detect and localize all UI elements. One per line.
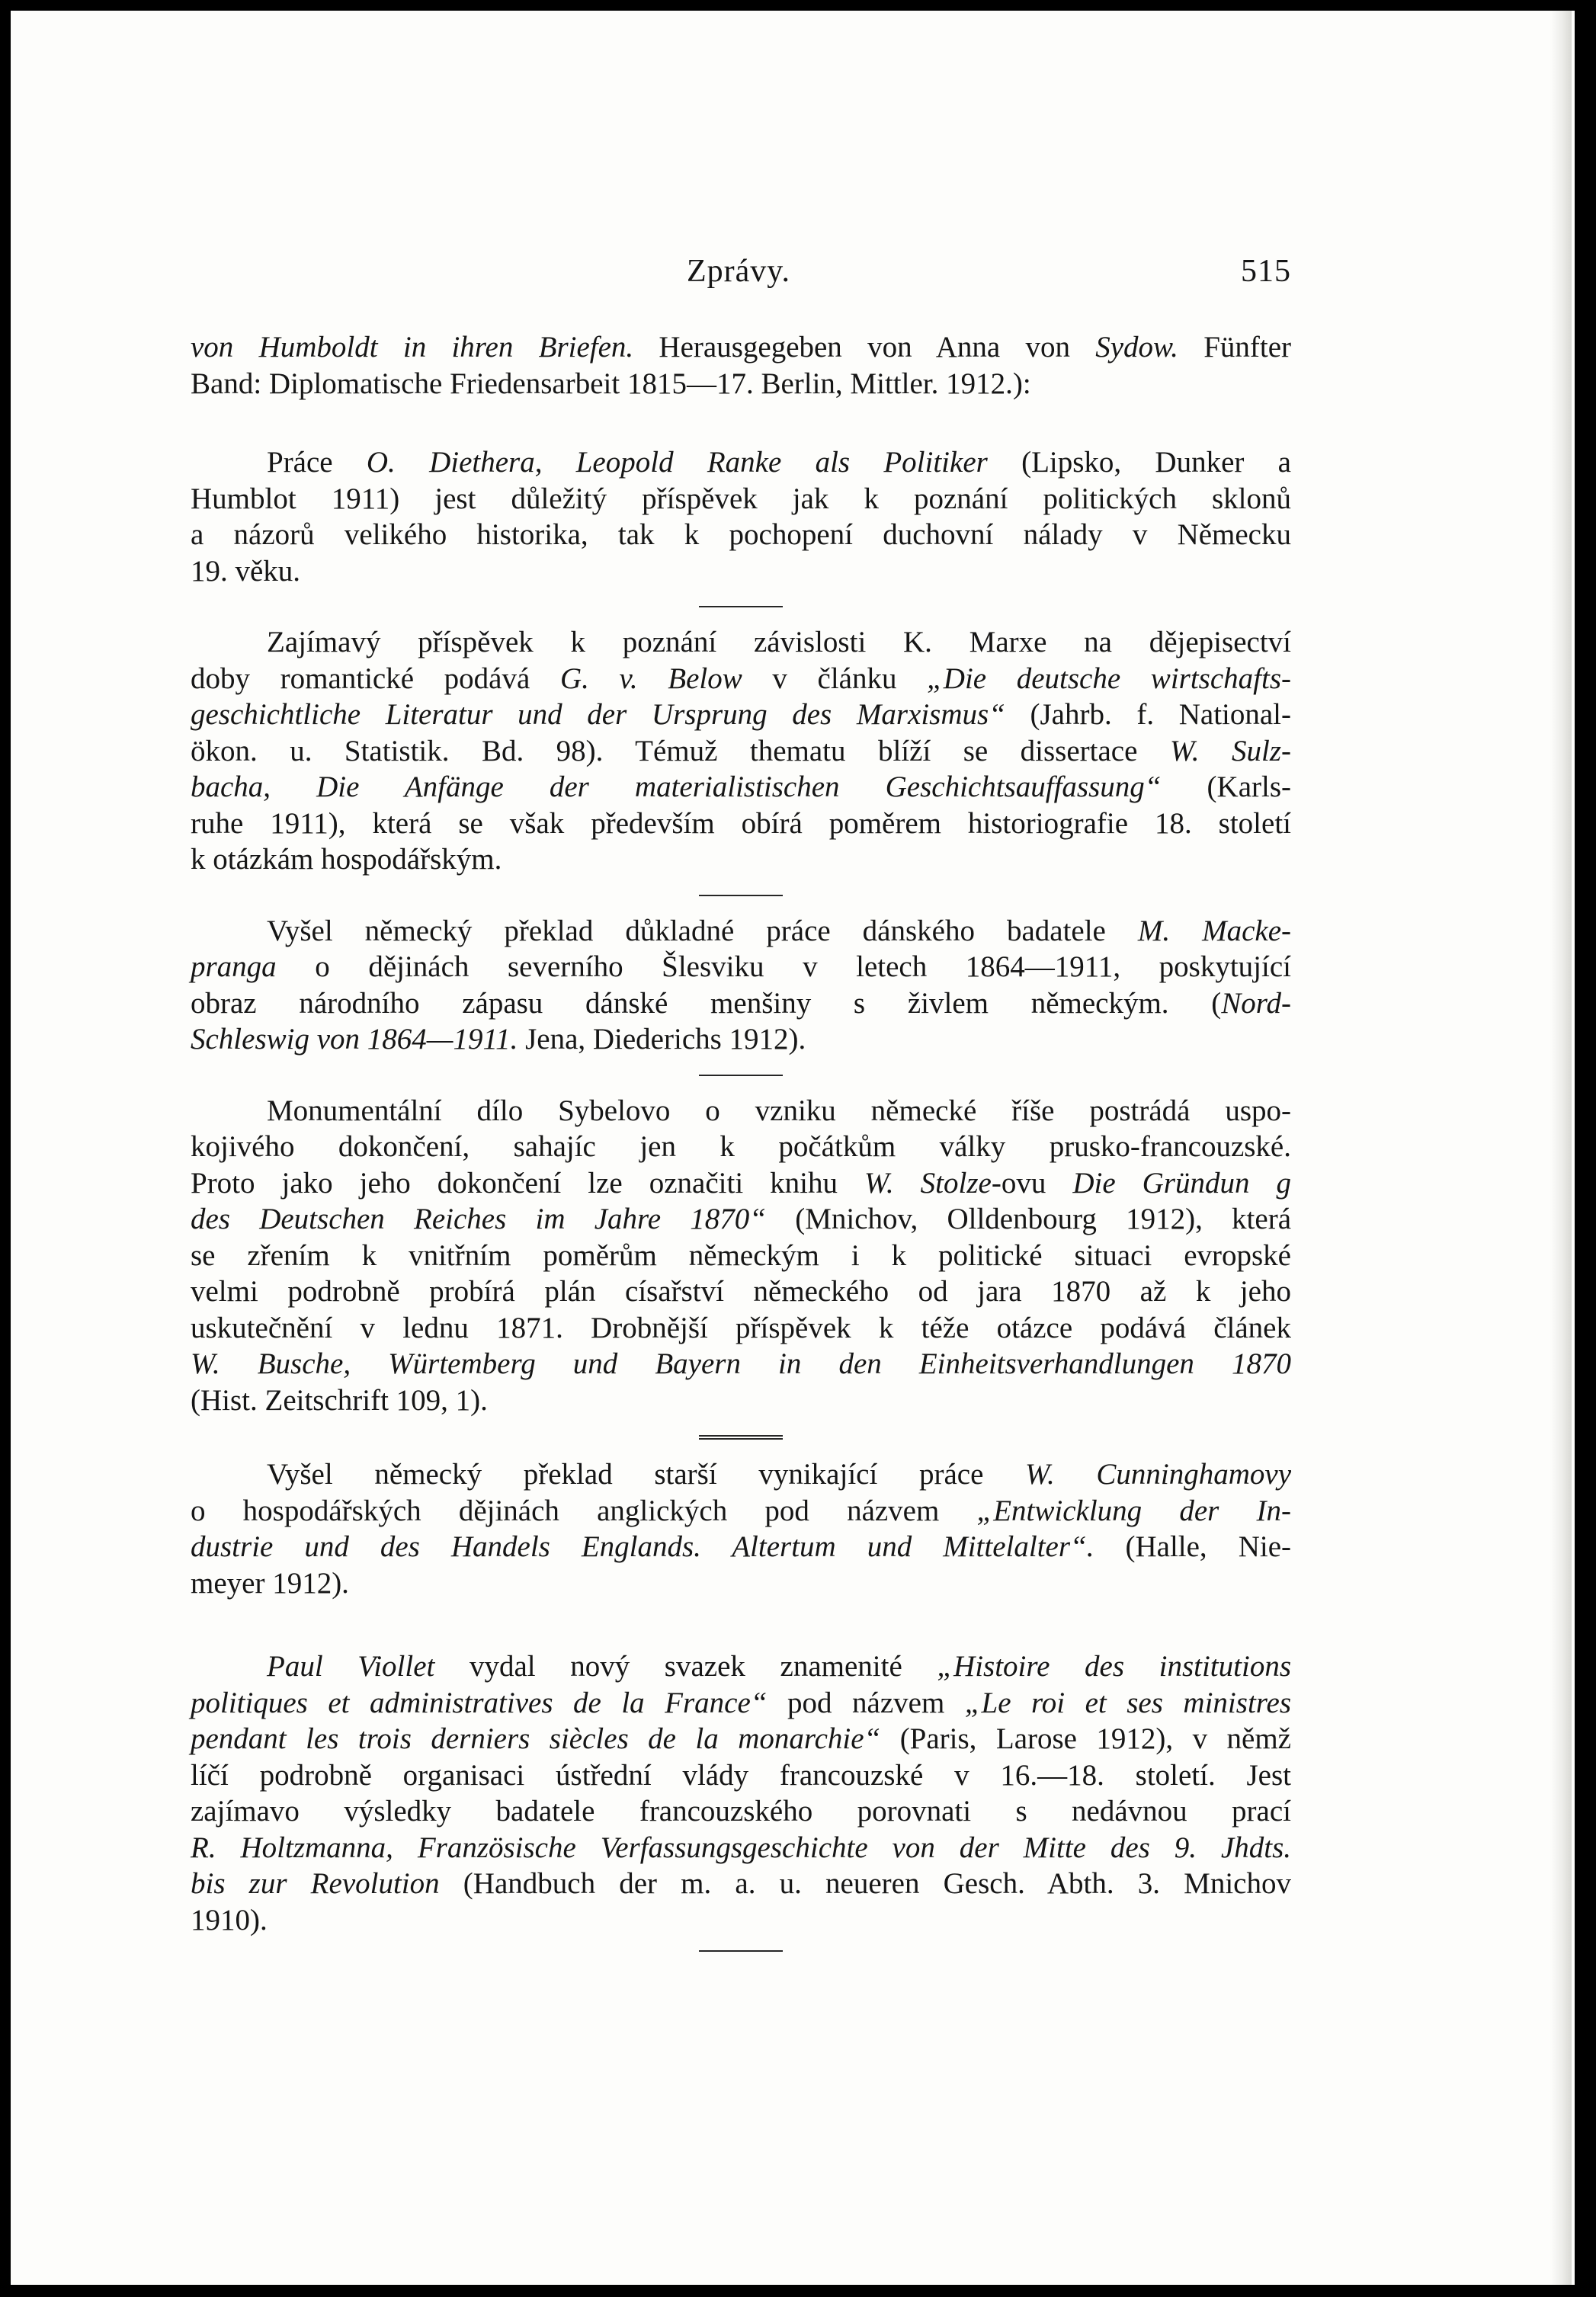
text: (Lipsko, Dunker a: [987, 446, 1291, 479]
paragraph: [191, 1456, 1291, 1601]
paragraph: [191, 913, 1291, 1058]
text: zajímavo výsledky badatele francouzského porovnati s nedávnou prací: [191, 1795, 1291, 1828]
text-line: [191, 661, 1291, 697]
paragraph: [191, 624, 1291, 878]
text: Vyšel německý překlad důkladné práce dánského badatele: [267, 914, 1138, 947]
italic-text: W. Sulz-: [1169, 734, 1291, 767]
text-line: [191, 985, 1291, 1022]
text-line: [191, 1021, 1291, 1058]
italic-text: Schleswig von 1864—1911.: [191, 1023, 518, 1056]
italic-text: W. Busche, Würtemberg und Bayern in den Einheitsverhandlungen 1870: [191, 1347, 1291, 1380]
italic-text: des Deutschen Reiches im Jahre 1870“: [191, 1203, 766, 1235]
italic-text: geschichtliche Literatur und der Ursprung des Marxismus“: [191, 698, 1005, 731]
section-divider: [699, 1950, 783, 1952]
text: o dějinách severního Šlesviku v letech 1864—1911, poskytující: [276, 950, 1291, 983]
italic-text: Sydow.: [1095, 331, 1178, 364]
text: k otázkám hospodářským.: [191, 843, 502, 876]
italic-text: pranga: [191, 950, 277, 983]
italic-text: dustrie und des Handels Englands. Altertum und Mittelalter“.: [191, 1530, 1094, 1563]
paragraph: [191, 1648, 1291, 1938]
text: (Halle, Nie-: [1094, 1530, 1291, 1563]
text: se zřením k vnitřním poměrům německým i k politické situaci evropské: [191, 1238, 1291, 1272]
text-line: [191, 481, 1291, 517]
italic-text: O. Diethera, Leopold Ranke als Politiker: [366, 446, 988, 479]
text: ökon. u. Statistik. Bd. 98). Témuž thematu blíží se dissertace: [191, 734, 1170, 767]
text-line: [191, 1346, 1291, 1382]
paragraph: [191, 444, 1291, 589]
text-line: [191, 1456, 1291, 1493]
text: velmi podrobně probírá plán císařství německého od jara 1870 až k jeho: [191, 1275, 1291, 1308]
text: Vyšel německý překlad starší vynikající práce: [267, 1458, 1026, 1491]
text-line: [191, 1902, 1291, 1939]
italic-text: W. Stolze: [864, 1166, 992, 1200]
italic-text: M. Macke-: [1137, 914, 1291, 947]
text-line: [191, 1129, 1291, 1165]
text: 1910).: [191, 1903, 268, 1937]
text: Zajímavý příspěvek k poznání závislosti K. Marxe na dějepisectví: [267, 626, 1291, 658]
text-line: [191, 1201, 1291, 1238]
text: meyer 1912).: [191, 1566, 349, 1600]
text: Jena, Diederichs 1912).: [518, 1023, 806, 1056]
italic-text: pendant les trois derniers siècles de la monarchie“: [191, 1722, 881, 1755]
italic-text: Paul Viollet: [267, 1650, 435, 1683]
page: [11, 11, 1575, 2285]
text-line: [191, 624, 1291, 661]
italic-text: R. Holtzmanna, Französische Verfassungsgeschichte von der Mitte des 9. Jhdts.: [191, 1831, 1291, 1864]
text: Band: Diplomatische Friedensarbeit 1815—17. Berlin, Mittler. 1912.):: [191, 367, 1031, 400]
article-body: [191, 329, 1291, 1952]
text-line: [191, 1310, 1291, 1347]
text: Práce: [267, 446, 367, 479]
running-header: [186, 253, 1291, 291]
text: v článku: [742, 662, 928, 695]
text-line: [191, 366, 1291, 402]
text-line: [191, 1565, 1291, 1602]
italic-text: G. v. Below: [559, 662, 742, 695]
text-line: [191, 1165, 1291, 1202]
italic-text: „Entwicklung der In-: [976, 1494, 1291, 1527]
text: obraz národního zápasu dánské menšiny s živlem německým. (: [191, 986, 1222, 1020]
text: pod názvem: [767, 1686, 965, 1719]
text: (Jahrb. f. National-: [1005, 698, 1291, 731]
italic-text: politiques et administratives de la France“: [191, 1686, 768, 1719]
text-line: [191, 553, 1291, 590]
text: líčí podrobně organisaci ústřední vlády francouzské v 16.—18. století. Jest: [191, 1758, 1291, 1792]
text-line: [191, 806, 1291, 842]
page-number: 515: [1241, 254, 1291, 289]
text: (Mnichov, Olldenbourg 1912), která: [766, 1203, 1292, 1235]
text: 19. věku.: [191, 554, 301, 588]
italic-text: von Humboldt in ihren Briefen.: [191, 331, 634, 364]
paragraph: [191, 1093, 1291, 1419]
text-line: [191, 949, 1291, 985]
text: (Handbuch der m. a. u. neueren Gesch. Abth. 3. Mnichov: [439, 1867, 1291, 1900]
text-line: [191, 1757, 1291, 1794]
text-line: [191, 1830, 1291, 1866]
text: Monumentální dílo Sybelovo o vzniku německé říše postrádá uspo-: [267, 1094, 1291, 1127]
text: Humblot 1911) jest důležitý příspěvek jak k poznání politických sklonů: [191, 482, 1291, 515]
text-line: [191, 1382, 1291, 1419]
text-line: [191, 517, 1291, 553]
text: o hospodářských dějinách anglických pod názvem: [191, 1494, 977, 1527]
text: kojivého dokončení, sahajíc jen k počátkům války prusko-francouzské.: [191, 1130, 1291, 1163]
italic-text: bis zur Revolution: [191, 1867, 440, 1900]
text-line: [191, 1273, 1291, 1310]
page-title: Zprávy.: [686, 254, 791, 289]
text: (Hist. Zeitschrift 109, 1).: [191, 1383, 488, 1417]
text: a názorů velikého historika, tak k pochopení duchovní nálady v Německu: [191, 518, 1291, 551]
text: Fünfter: [1178, 331, 1292, 364]
italic-text: „Histoire des institutions: [937, 1650, 1291, 1683]
text-line: [191, 1866, 1291, 1902]
text-line: [191, 841, 1291, 878]
text: Herausgegeben von Anna von: [633, 331, 1096, 364]
text: uskutečnění v lednu 1871. Drobnější příspěvek k téže otázce podává článek: [191, 1311, 1291, 1344]
text-line: [191, 769, 1291, 806]
text-line: [191, 1793, 1291, 1830]
text-line: [191, 1238, 1291, 1274]
italic-text: Die Gründun g: [1072, 1166, 1291, 1200]
italic-text: W. Cunninghamovy: [1025, 1458, 1291, 1491]
italic-text: Nord-: [1221, 986, 1291, 1020]
italic-text: „Le roi et ses ministres: [964, 1686, 1291, 1719]
text: -ovu: [991, 1166, 1073, 1200]
text-line: [191, 697, 1291, 733]
text-line: [191, 1721, 1291, 1757]
text: vydal nový svazek znamenité: [434, 1650, 937, 1683]
italic-text: bacha, Die Anfänge der materialistischen Geschichtsauffassung“: [191, 770, 1162, 803]
text-line: [191, 1093, 1291, 1129]
text: ruhe 1911), která se však především obírá poměrem historiografie 18. století: [191, 806, 1291, 840]
paragraph: [191, 329, 1291, 402]
text: (Paris, Larose 1912), v němž: [880, 1722, 1291, 1755]
text: (Karls-: [1161, 770, 1291, 803]
text-line: [191, 913, 1291, 950]
text-line: [191, 1529, 1291, 1565]
text-line: [191, 329, 1291, 366]
page-edge: [1550, 11, 1572, 2285]
text-line: [191, 733, 1291, 770]
text-line: [191, 1493, 1291, 1530]
italic-text: „Die deutsche wirtschafts-: [927, 662, 1291, 695]
text: doby romantické podává: [191, 662, 560, 695]
text-line: [191, 1685, 1291, 1722]
text-line: [191, 444, 1291, 481]
text-line: [191, 1648, 1291, 1685]
text: Proto jako jeho dokončení lze označiti knihu: [191, 1166, 864, 1200]
